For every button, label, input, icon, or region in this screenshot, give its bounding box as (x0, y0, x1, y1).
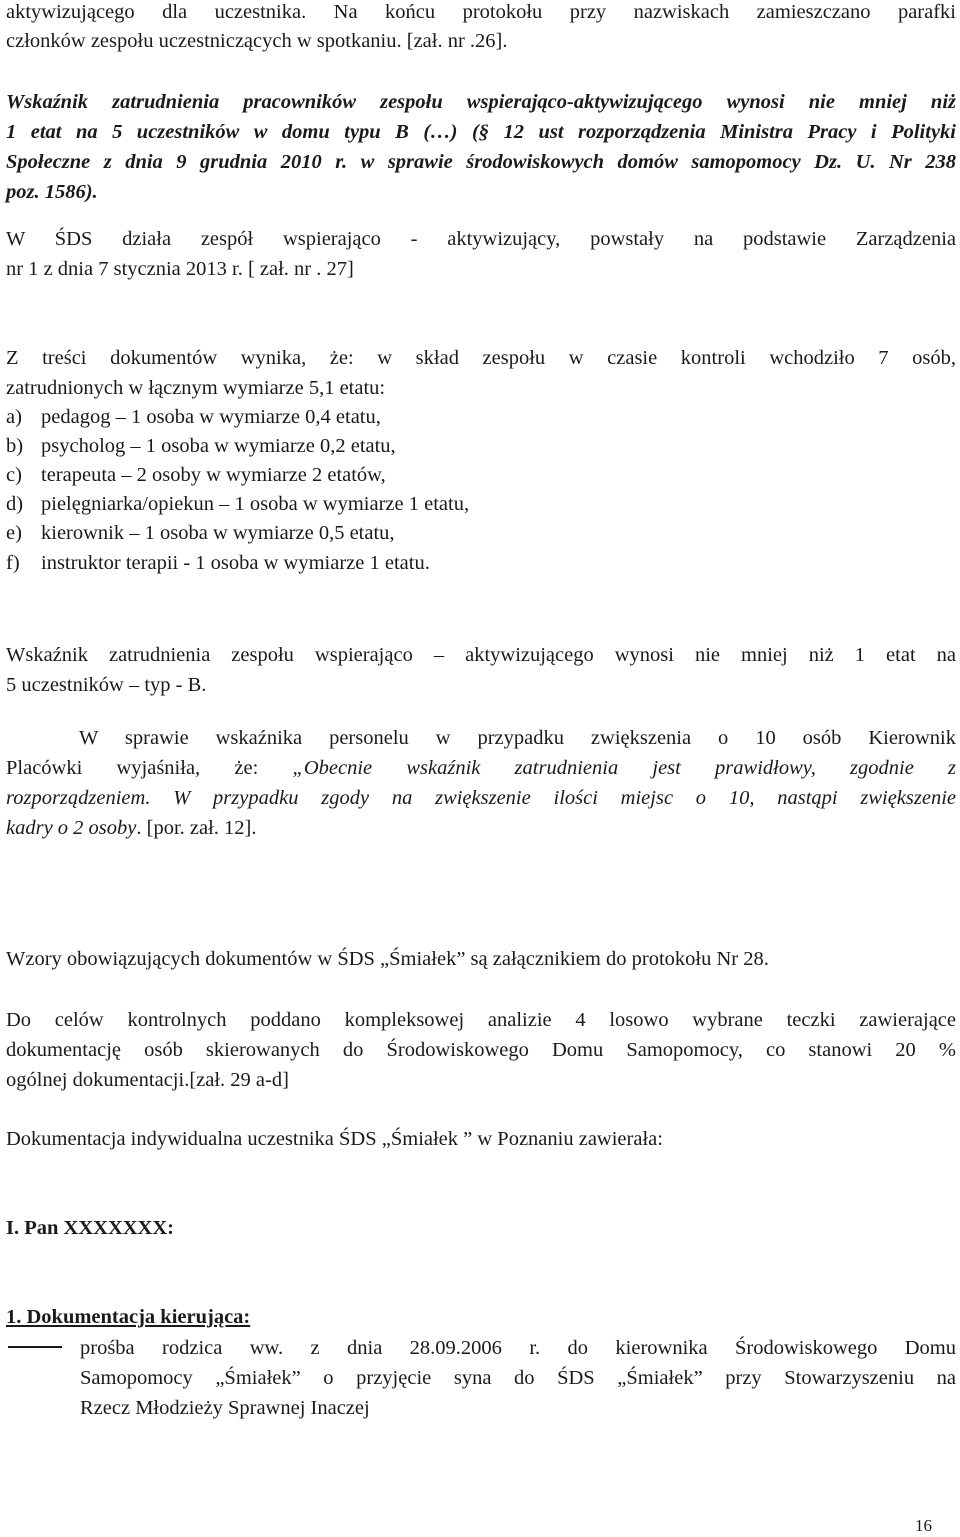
staff-item-text: pielęgniarka/opiekun – 1 osoba w wymiarze 1 etatu, (41, 493, 470, 515)
staff-line-2: zatrudnionych w łącznym wymiarze 5,1 etatu: (6, 377, 386, 399)
staff-line-1: Z treści dokumentów wynika, że: w skład zespołu w czasie kontroli wchodziło 7 osób, (6, 347, 956, 369)
manager-statement-line-3: rozporządzeniem. W przypadku zgody na zwiększenie ilości miejsc o 10, nastąpi zwiększenie (6, 787, 956, 809)
staff-item-label: b) (6, 435, 24, 457)
document-page (6, 0, 956, 1537)
indicator-italic-line-2: 1 etat na 5 uczestników w domu typu B (…) (§ 12 ust rozporządzenia Ministra Pracy i Polityki (6, 121, 956, 143)
staff-item-label: f) (6, 552, 20, 574)
staff-item-c (6, 462, 386, 488)
indicator-italic-line-4: poz. 1586). (6, 181, 98, 203)
staff-item-text: terapeuta – 2 osoby w wymiarze 2 etatów, (41, 464, 386, 486)
staff-item-text: instruktor terapii - 1 osoba w wymiarze 1 etatu. (41, 552, 430, 574)
staff-item-text: psycholog – 1 osoba w wymiarze 0,2 etatu, (41, 435, 396, 457)
staff-item-text: pedagog – 1 osoba w wymiarze 0,4 etatu, (41, 406, 381, 428)
referral-line-3: Rzecz Młodzieży Sprawnej Inaczej (80, 1397, 370, 1419)
referral-line-1: prośba rodzica ww. z dnia 28.09.2006 r. do kierownika Środowiskowego Domu (80, 1337, 956, 1359)
indicator-italic-line-1: Wskaźnik zatrudnienia pracowników zespołu wspierająco-aktywizującego wynosi nie mniej niż (6, 91, 956, 113)
documentation-intro: Dokumentacja indywidualna uczestnika ŚDS „Śmiałek ” w Poznaniu zawierała: (6, 1128, 663, 1150)
staff-item-b (6, 433, 396, 459)
templates-note: Wzory obowiązujących dokumentów w ŚDS „Śmiałek” są załącznikiem do protokołu Nr 28. (6, 948, 769, 970)
team-paragraph-line-2: nr 1 z dnia 7 stycznia 2013 r. [ zał. nr . 27] (6, 258, 354, 280)
staff-item-d (6, 491, 469, 517)
referral-line-2: Samopomocy „Śmiałek” o przyjęcie syna do ŚDS „Śmiałek” przy Stowarzyszeniu na (80, 1367, 956, 1389)
staff-item-text: kierownik – 1 osoba w wymiarze 0,5 etatu, (41, 522, 395, 544)
analysis-line-2: dokumentację osób skierowanych do Środowiskowego Domu Samopomocy, co stanowi 20 % (6, 1039, 956, 1061)
subsection-heading: 1. Dokumentacja kierująca: (6, 1306, 251, 1328)
indicator-italic-line-3: Społeczne z dnia 9 grudnia 2010 r. w sprawie środowiskowych domów samopomocy Dz. U. Nr 238 (6, 151, 956, 173)
page-number: 16 (915, 1516, 932, 1535)
manager-statement-line-4 (6, 815, 257, 841)
manager-statement-intro: Placówki wyjaśniła, że: (6, 757, 293, 779)
staff-item-e (6, 520, 395, 546)
manager-statement-quote-end: kadry o 2 osoby (6, 817, 137, 839)
staff-item-label: d) (6, 493, 24, 515)
analysis-line-3: ogólnej dokumentacji.[zał. 29 a-d] (6, 1069, 289, 1091)
manager-statement-line-1: W sprawie wskaźnika personelu w przypadku zwiększenia o 10 osób Kierownik (79, 727, 956, 749)
manager-statement-reference: . [por. zał. 12]. (136, 817, 257, 839)
analysis-line-1: Do celów kontrolnych poddano kompleksowej analizie 4 losowo wybrane teczki zawierające (6, 1009, 956, 1031)
manager-statement-quote: „Obecnie wskaźnik zatrudnienia jest prawidłowy, zgodnie z (292, 757, 956, 779)
staff-item-a (6, 404, 381, 430)
indicator-plain-line-1: Wskaźnik zatrudnienia zespołu wspierająco – aktywizującego wynosi nie mniej niż 1 etat na (6, 644, 956, 666)
staff-item-f (6, 550, 430, 576)
indicator-plain-line-2: 5 uczestników – typ - B. (6, 674, 207, 696)
staff-item-label: c) (6, 464, 22, 486)
staff-item-label: a) (6, 406, 22, 428)
staff-item-label: e) (6, 522, 22, 544)
intro-line-1: aktywizującego dla uczestnika. Na końcu protokołu przy nazwiskach zamieszczano parafki (6, 1, 956, 23)
team-paragraph-line-1: W ŚDS działa zespół wspierająco - aktywizujący, powstały na podstawie Zarządzenia (6, 228, 956, 250)
referral-list-item (6, 1333, 956, 1425)
manager-statement-line-2 (6, 755, 956, 781)
section-heading: I. Pan XXXXXXX: (6, 1217, 174, 1239)
intro-line-2: członków zespołu uczestniczących w spotkaniu. [zał. nr .26]. (6, 30, 508, 52)
